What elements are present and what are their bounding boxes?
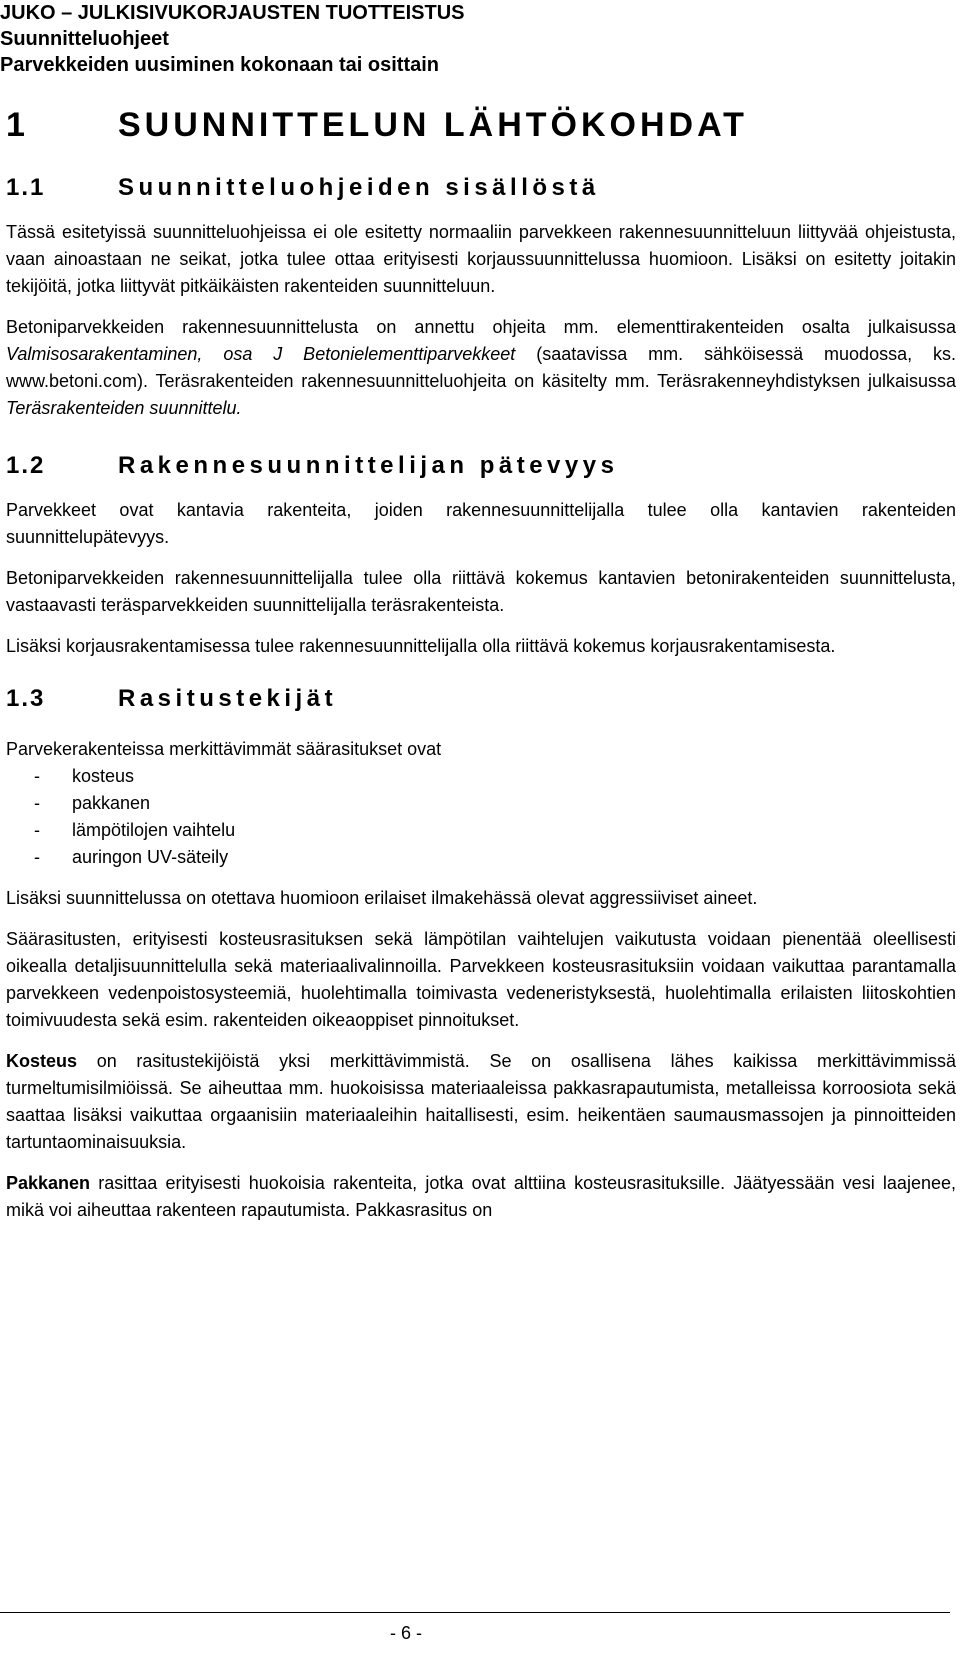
- paragraph: [6, 1170, 956, 1224]
- paragraph-text: Betoniparvekkeiden rakennesuunnittelusta on annettu ohjeita mm. elementtirakenteiden osalta julkaisussa: [6, 317, 956, 337]
- section-number: 1.2: [6, 452, 46, 479]
- paragraph: Parvekkeet ovat kantavia rakenteita, joiden rakennesuunnittelijalla tulee olla kantavien rakenteiden suunnittelupätevyys.: [6, 500, 956, 547]
- paragraph-text: rasittaa erityisesti huokoisia rakenteita, jotka ovat alttiina kosteusrasituksille. Jäätyessään vesi laajenee, mikä voi aiheuttaa rakenteen rapautumista. Pakkasrasitus on: [6, 1173, 956, 1220]
- section-title: Rakennesuunnittelijan pätevyys: [118, 452, 619, 479]
- paragraph-text: on rasitustekijöistä yksi merkittävimmistä. Se on osallisena lähes kaikissa merkittävimmissä turmeltumisilmiöissä. Se aiheuttaa mm. huokoisissa materiaaleissa pakkasrapautumista, metalleissa korroosiota sekä saattaa lisäksi vaikuttaa orgaanisiin materiaaleihin haitallisesti, esim. heikentäen saumausmassojen ja pinnoitteiden tartuntaominaisuuksia.: [6, 1051, 956, 1152]
- publication-title: Valmisosarakentaminen, osa J Betonielementtiparvekkeet: [6, 344, 516, 364]
- paragraph: Lisäksi korjausrakentamisessa tulee rakennesuunnittelijalla olla riittävä kokemus korjausrakentamisesta.: [6, 636, 836, 656]
- list-item-text: lämpötilojen vaihtelu: [72, 820, 236, 840]
- list-bullet: -: [34, 820, 40, 840]
- paragraph: Parvekerakenteissa merkittävimmät säärasitukset ovat: [6, 739, 442, 759]
- page-number: - 6 -: [390, 1623, 423, 1643]
- section-heading-1-2: [6, 449, 956, 483]
- page-content: [6, 103, 956, 1224]
- stress-factor-list: [6, 763, 956, 871]
- running-header: [0, 0, 940, 78]
- section-title: Rasitustekijät: [118, 685, 338, 712]
- list-item: [6, 790, 956, 817]
- chapter-title: SUUNNITTELUN LÄHTÖKOHDAT: [118, 106, 748, 144]
- list-item-text: pakkanen: [72, 793, 151, 813]
- section-heading-1-1: [6, 171, 956, 205]
- header-document-subject: Parvekkeiden uusiminen kokonaan tai osittain: [0, 54, 440, 76]
- publication-title: Teräsrakenteiden suunnittelu.: [6, 398, 242, 418]
- list-item: [6, 763, 956, 790]
- list-bullet: -: [34, 793, 40, 813]
- paragraph: Betoniparvekkeiden rakennesuunnittelijalla tulee olla riittävä kokemus kantavien betonirakenteiden suunnittelusta, vastaavasti teräsparvekkeiden suunnittelijalla teräsrakenteista.: [6, 568, 956, 615]
- list-item-text: kosteus: [72, 766, 135, 786]
- term-kosteus: Kosteus: [6, 1051, 78, 1071]
- chapter-number: 1: [6, 106, 25, 144]
- term-pakkanen: Pakkanen: [6, 1173, 91, 1193]
- section-number: 1.1: [6, 174, 46, 201]
- section-number: 1.3: [6, 685, 46, 712]
- page-footer: [0, 1612, 950, 1643]
- section-title: Suunnitteluohjeiden sisällöstä: [118, 174, 600, 201]
- list-bullet: -: [34, 766, 40, 786]
- list-item: [6, 844, 956, 871]
- list-item-text: auringon UV-säteily: [72, 847, 229, 867]
- section-heading-1-3: [6, 682, 956, 716]
- paragraph: [6, 1048, 956, 1156]
- chapter-heading: [6, 103, 956, 147]
- paragraph: Tässä esitetyissä suunnitteluohjeissa ei ole esitetty normaaliin parvekkeen rakennesuunnitteluun liittyvää ohjeistusta, vaan ainoastaan ne seikat, jotka tulee ottaa erityisesti korjaussuunnittelussa huomioon. Lisäksi on esitetty joitakin tekijöitä, jotka liittyvät pitkäikäisten rakenteiden suunnitteluun.: [6, 222, 956, 296]
- paragraph: Säärasitusten, erityisesti kosteusrasituksen sekä lämpötilan vaihtelujen vaikutusta voidaan pienentää oleellisesti oikealla detaljisuunnittelulla sekä materiaalivalinnoilla. Parvekkeen kosteusrasituksiin voidaan vaikuttaa parantamalla parvekkeen vedenpoistosysteemiä, huolehtimalla toimivasta vedeneristyksestä, huolehtimalla erilaisten liitoskohtien toimivuudesta sekä esim. rakenteiden oikeaoppiset pinnoitukset.: [6, 929, 956, 1030]
- list-item: [6, 817, 956, 844]
- header-document-type: Suunnitteluohjeet: [0, 28, 169, 50]
- paragraph-text: (saatavissa mm. sähköisessä muodossa, ks. www.betoni.com). Teräsrakenteiden rakennesuunnitteluohjeita on käsitelty mm. Teräsrakenneyhdistyksen julkaisussa: [6, 344, 956, 391]
- header-project-title: JUKO – JULKISIVUKORJAUSTEN TUOTTEISTUS: [0, 2, 465, 24]
- paragraph: Lisäksi suunnittelussa on otettava huomioon erilaiset ilmakehässä olevat aggressiiviset aineet.: [6, 888, 758, 908]
- list-bullet: -: [34, 847, 40, 867]
- paragraph: [6, 314, 956, 422]
